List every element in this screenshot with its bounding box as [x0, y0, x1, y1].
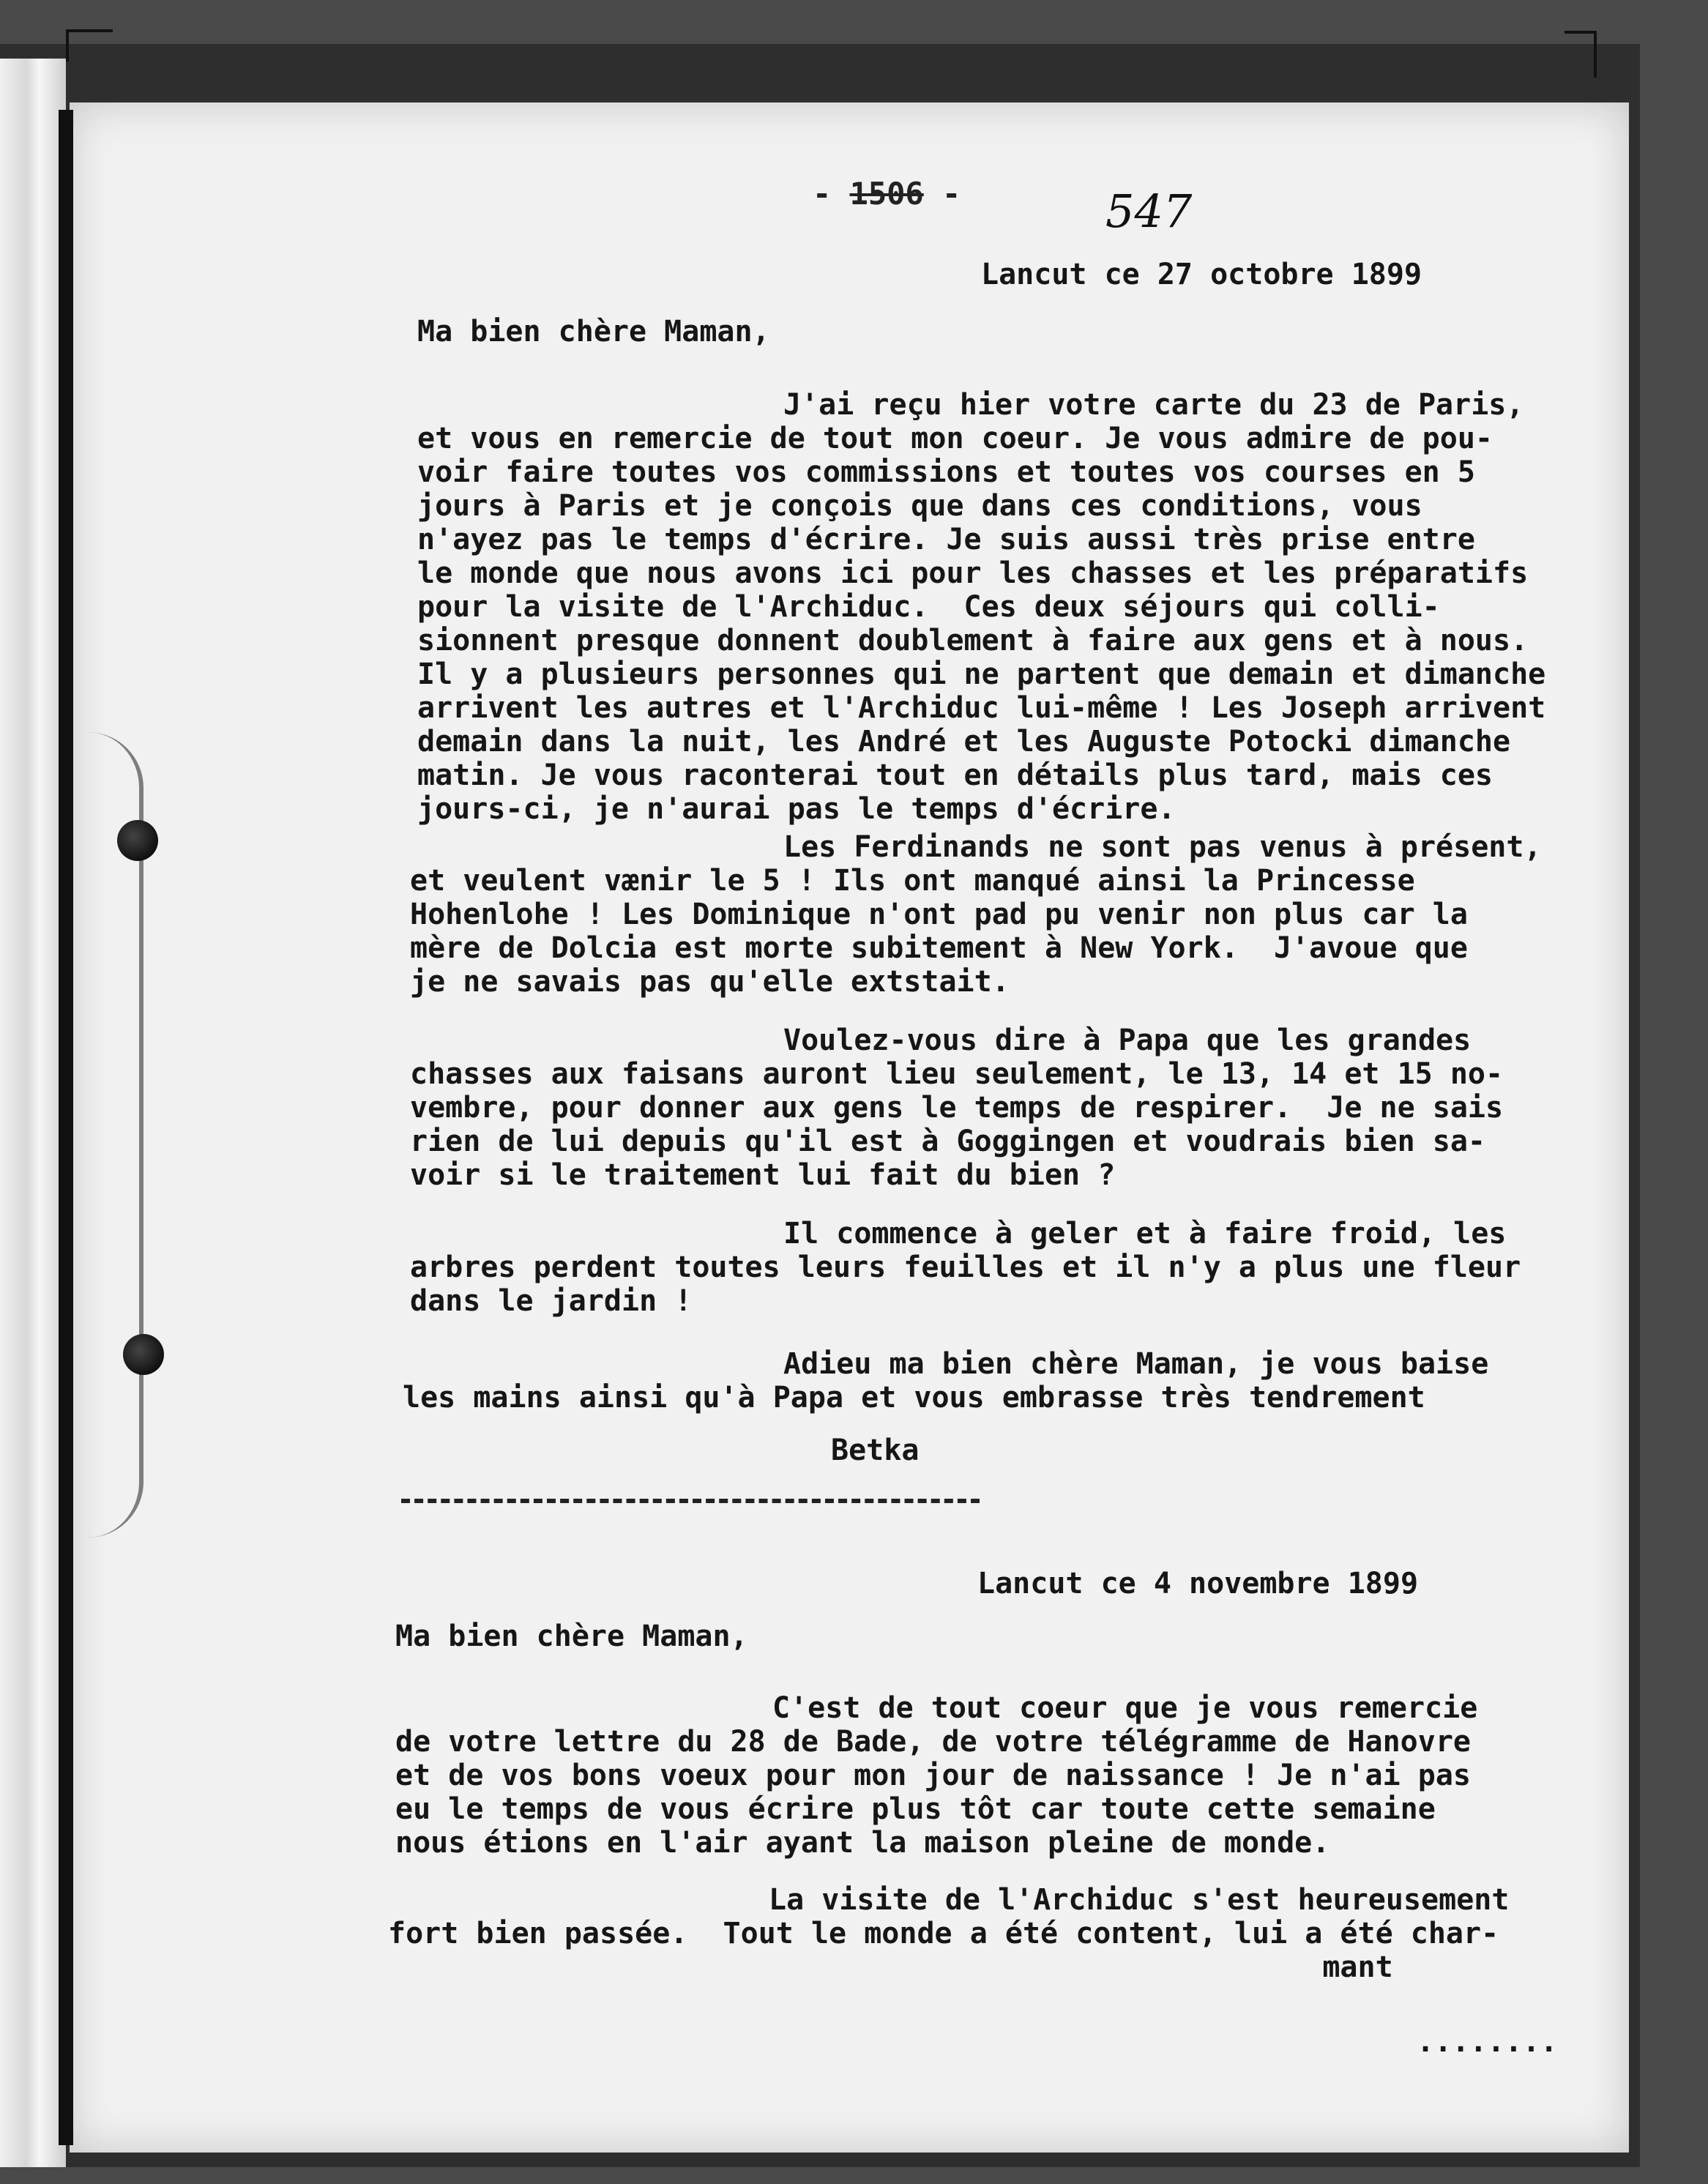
letter2-paragraph-1: C'est de tout coeur que je vous remercie de votre lettre du 28 de Bade, de votre télégramme de Hanovre et de vos bons voeux pour mon jour de naissance ! Je n'ai pas eu le temps de vous écrire plus tôt car toute cette semaine nous étions en l'air ayant la maison pleine de monde.: [395, 1691, 1478, 1860]
binder-stacked-pages: [0, 59, 66, 2167]
letter2-salutation: Ma bien chère Maman,: [395, 1620, 748, 1653]
letter1-paragraph-2: Les Ferdinands ne sont pas venus à présent, et veulent vænir le 5 ! Ils ont manqué ainsi la Princesse Hohenlohe ! Les Dominique n'ont pad pu venir non plus car la mère de Dolcia est morte subitement à New York. J'avoue que je ne savais pas qu'elle extstait.: [410, 830, 1542, 999]
letter1-salutation: Ma bien chère Maman,: [417, 315, 770, 349]
letter1-paragraph-4: Il commence à geler et à faire froid, les arbres perdent toutes leurs feuilles et il n'y a plus une fleur dans le jardin !: [410, 1217, 1521, 1318]
punch-hole-top: [117, 820, 158, 861]
page-left-edge: [59, 110, 73, 2145]
letter1-paragraph-1: J'ai reçu hier votre carte du 23 de Paris, et vous en remercie de tout mon coeur. Je vous admire de pou- voir faire toutes vos commissions et toutes vos courses en 5 jours à Paris et je conçois que dans ces conditions, vous n'ayez pas le temps d'écrire. Je suis aussi très prise entre le monde que nous avons ici pour les chasses et les préparatifs pour la visite de l'Archiduc. Ces deux séjours qui colli- sionnent presque donnent doublement à faire aux gens et à nous. Il y a plusieurs personnes qui ne partent que demain et dimanche arrivent les autres et l'Archiduc lui-même ! Les Joseph arrivent demain dans la nuit, les André et les Auguste Potocki dimanche matin. Je vous raconterai tout en détails plus tard, mais ces jours-ci, je n'aurai pas le temps d'écrire.: [417, 388, 1546, 826]
letter1-paragraph-3: Voulez-vous dire à Papa que les grandes chasses aux faisans auront lieu seulement, le 13, 14 et 15 no- vembre, pour donner aux gens le temps de respirer. Je ne sais rien de lui depuis qu'il est à Goggingen et voudrais bien sa- voir si le traitement lui fait du bien ?: [410, 1024, 1504, 1192]
letter2-paragraph-2: La visite de l'Archiduc s'est heureusement fort bien passée. Tout le monde a été content, lui a été char- mant: [388, 1883, 1510, 1984]
struck-page-number: - 1506 -: [813, 176, 961, 212]
handwritten-page-number: 547: [1105, 185, 1193, 238]
crop-mark-top-right: [1565, 31, 1597, 78]
letter2-place-date: Lancut ce 4 novembre 1899: [977, 1567, 1419, 1600]
letter1-paragraph-5: Adieu ma bien chère Maman, je vous baise les mains ainsi qu'à Papa et vous embrasse très tendrement: [403, 1347, 1489, 1415]
crop-mark-top-left: [66, 29, 113, 62]
letter1-place-date: Lancut ce 27 octobre 1899: [981, 258, 1422, 291]
continuation-dots: ........: [1417, 2025, 1558, 2059]
struck-number-text: 1506: [849, 176, 924, 212]
punch-hole-bottom: [123, 1334, 164, 1375]
letter1-signature: Betka: [831, 1434, 920, 1467]
letter-separator-line: [401, 1499, 980, 1503]
